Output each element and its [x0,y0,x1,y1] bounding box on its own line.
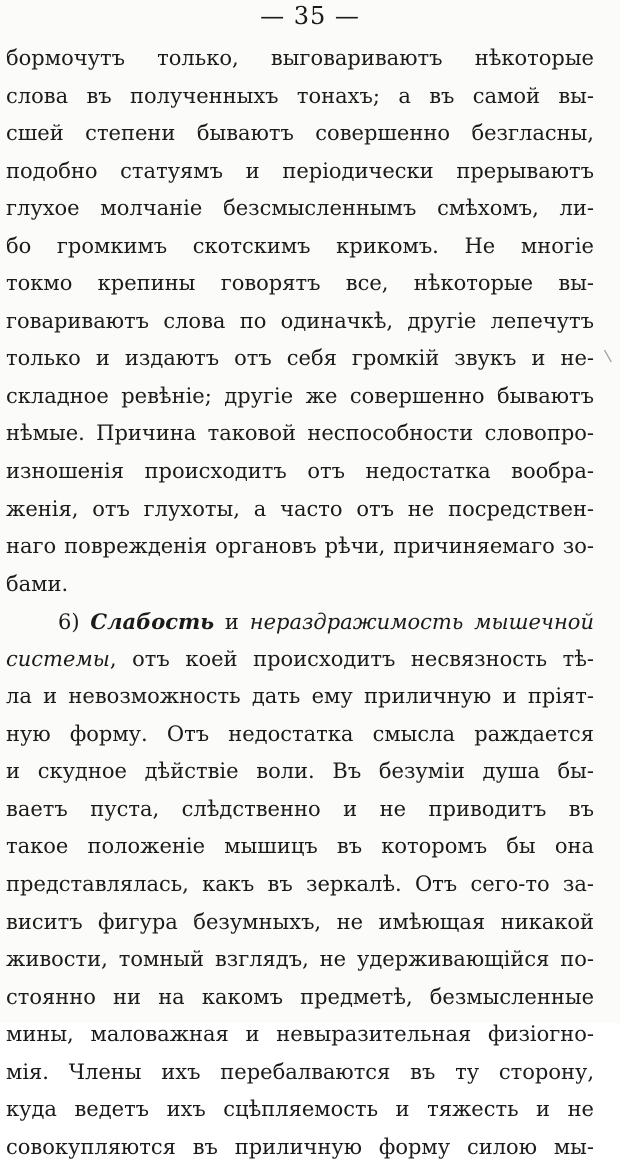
text-segment: бормочутъ только, выговариваютъ нѣкоторые [6,46,594,70]
text-segment: и [214,610,250,635]
text-line [6,228,594,266]
text-line [6,1091,594,1129]
text-line [6,40,594,78]
text-line [6,866,594,904]
text-line [6,491,594,529]
body-text [6,40,594,1166]
text-line [6,78,594,116]
text-segment: Слабость [90,609,215,635]
text-line [6,265,594,303]
text-segment: наго поврежденія органовъ рѣчи, причиняемаго зо- [6,534,594,559]
text-segment: бами. [6,571,69,596]
text-segment: мія. Члены ихъ перебалваются въ ту сторону, [6,1059,594,1084]
text-segment: изношенія происходитъ отъ недостатка вообра- [6,459,594,484]
text-segment: подобно статуямъ и періодически прерываютъ [6,158,594,183]
text-line [6,941,594,979]
text-line [6,453,594,491]
text-line [6,528,594,566]
text-line [6,716,594,754]
text-line [6,303,594,341]
text-line [6,1129,594,1166]
text-line [6,678,594,716]
text-segment: бо громкимъ скотскимъ крикомъ. Не многіе [6,233,594,258]
text-line [6,1016,594,1054]
text-segment: нераздражимость мышечной [249,610,594,635]
text-line [6,791,594,829]
text-segment: складное ревѣніе; другіе же совершенно бываютъ [6,383,594,408]
text-segment: совокупляются въ приличную форму силою мы- [6,1134,594,1159]
text-line [6,1054,594,1092]
text-line [6,378,594,416]
text-segment: и скудное дѣйствіе воли. Въ безуміи душа бы- [6,759,594,784]
text-line [6,753,594,791]
text-segment: женія, отъ глухоты, а часто отъ не посредствен- [6,496,594,521]
text-line [6,190,594,228]
text-line [6,904,594,942]
text-segment: виситъ фигура безумныхъ, не имѣющая никакой [6,909,594,934]
text-segment: говариваютъ слова по одиначкѣ, другіе лепечутъ [6,308,594,333]
text-segment: 6) [58,610,91,635]
text-segment: ла и невозможность дать ему приличную и пріят- [6,684,594,709]
text-segment: стоянно ни на какомъ предметѣ, безмысленные [6,984,594,1009]
text-line [6,979,594,1017]
text-segment: такое положеніе мышицъ въ которомъ бы она [6,834,594,859]
text-segment: ную форму. Отъ недостатка смысла раждается [6,721,594,746]
text-line [6,415,594,453]
text-segment: куда ведетъ ихъ сцѣпляемость и тяжесть и не [6,1097,594,1122]
margin-mark: \ [603,345,613,366]
text-segment: представлялась, какъ въ зеркалѣ. Отъ сего-то за- [6,872,594,897]
text-segment: токмо крепины говорятъ все, нѣкоторые вы- [6,271,594,296]
text-line [6,566,594,604]
text-segment: живости, томный взглядъ, не удерживающійся по- [6,947,594,972]
text-line [6,115,594,153]
text-line [6,603,594,641]
text-line [6,153,594,191]
text-line [6,828,594,866]
text-segment: , отъ коей происходитъ несвязность тѣ- [109,646,594,671]
text-line [6,340,594,378]
text-segment: ваетъ пуста, слѣдственно и не приводитъ въ [6,796,594,821]
text-segment: сшей степени бываютъ совершенно безгласны, [6,121,594,146]
text-segment: слова въ полученныхъ тонахъ; а въ самой вы- [6,83,594,108]
text-segment: глухое молчаніе безсмысленнымъ смѣхомъ, ли- [6,196,594,221]
text-segment: нѣмые. Причина таковой неспособности словопро- [6,421,594,446]
page-number: — 35 — [260,2,360,30]
text-segment: только и издаютъ отъ себя громкій звукъ и не- [6,346,594,371]
text-segment: системы [6,646,110,671]
text-segment: мины, маловажная и невыразительная физіогно- [6,1022,594,1047]
text-line [6,641,594,679]
